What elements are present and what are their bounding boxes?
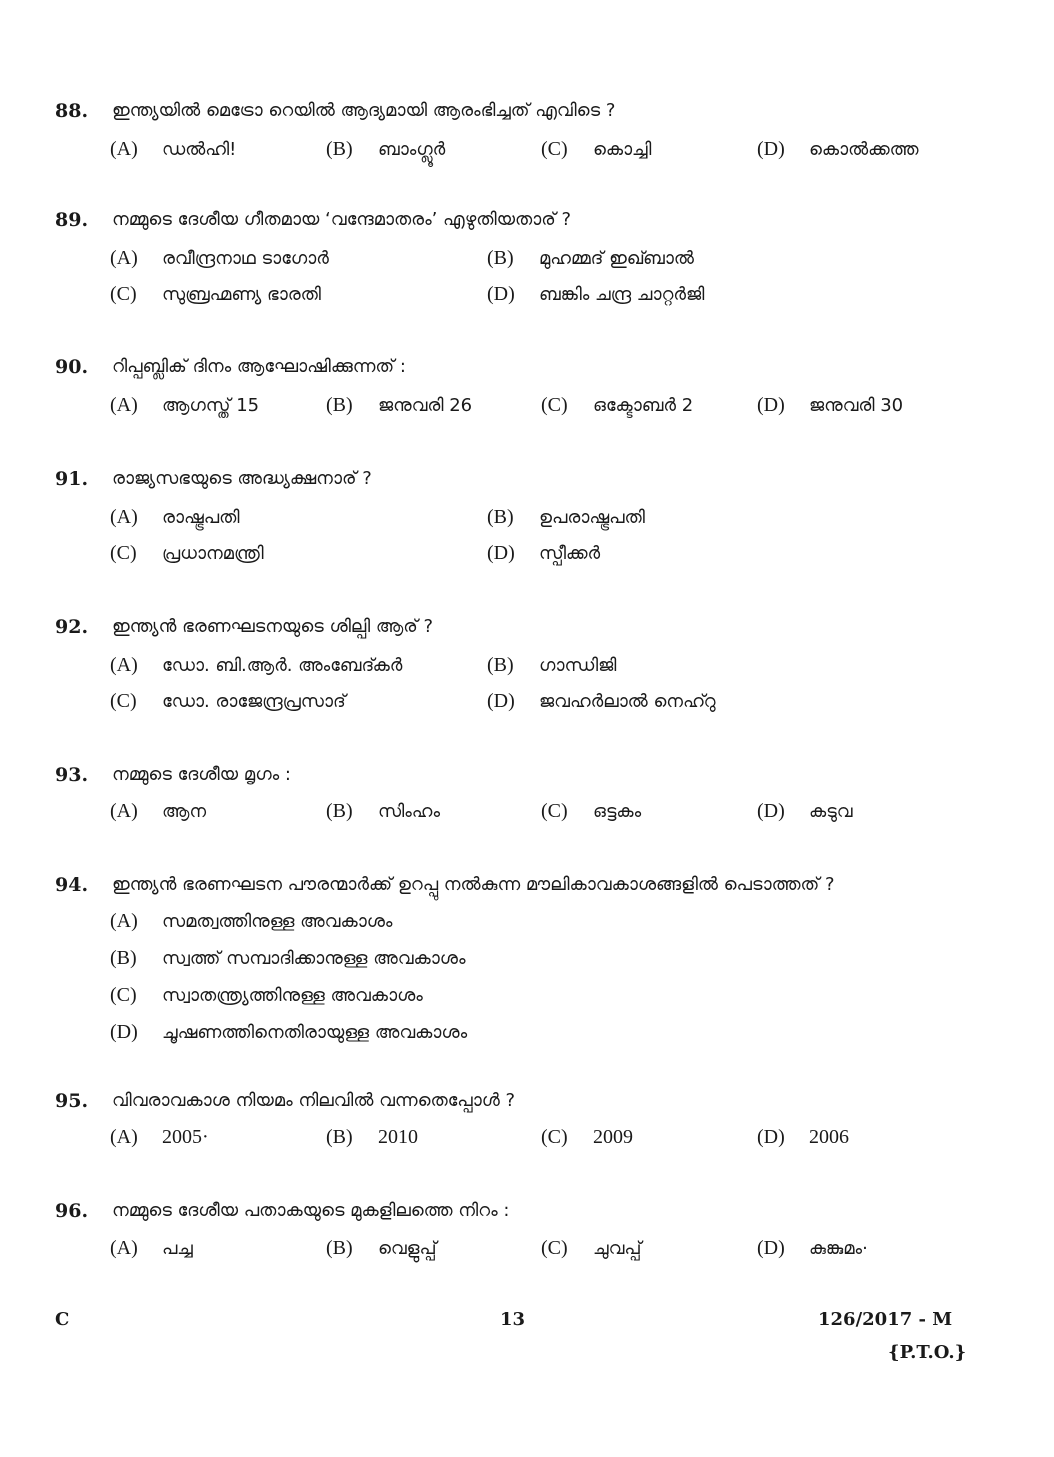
option-d: [757, 799, 853, 824]
option-d: [757, 1236, 868, 1261]
question-number: 95.: [55, 1090, 89, 1112]
option-text: രാഷ്ട്രപതി: [162, 507, 240, 528]
option-label: (A): [110, 654, 138, 676]
option-text: ഉപരാഷ്ട്രപതി: [539, 507, 645, 528]
option-c: [541, 137, 651, 162]
option-text: സ്പീക്കർ: [539, 543, 601, 564]
question-number: 88.: [55, 100, 89, 122]
option-text: ജനുവരി 26: [378, 395, 473, 416]
question-text: ഇന്ത്യൻ ഭരണഘടന പൗരന്മാർക്ക് ഉറപ്പു നൽകുന്ന മൗലികാവകാശങ്ങളിൽ പെടാത്തത് ?: [112, 874, 835, 895]
option-a: [110, 653, 402, 678]
option-label: (A): [110, 247, 138, 269]
option-label: (B): [326, 1126, 353, 1148]
option-c: [110, 689, 346, 714]
option-text: ഡോ. ബി.ആർ. അംബേദ്കർ: [162, 655, 403, 676]
option-label: (D): [110, 1021, 138, 1043]
option-b: [326, 1236, 437, 1261]
question-number: 89.: [55, 209, 89, 231]
option-d: [487, 541, 600, 566]
option-a: [110, 799, 206, 824]
option-b: [326, 393, 472, 418]
option-a: [110, 246, 329, 271]
option-c: [541, 1125, 633, 1149]
option-text: ആന: [162, 801, 207, 822]
question-text: നമ്മുടെ ദേശീയ ഗീതമായ ‘വന്ദേമാതരം’ എഴുതിയതാര് ?: [112, 209, 572, 230]
option-text: 2006: [809, 1126, 849, 1148]
option-text: വെളുപ്പ്: [378, 1238, 437, 1259]
option-a: [110, 1236, 193, 1261]
option-label: (A): [110, 1237, 138, 1259]
question-text: നമ്മുടെ ദേശീയ പതാകയുടെ മുകളിലത്തെ നിറം :: [112, 1200, 510, 1221]
option-label: (C): [541, 394, 568, 416]
option-b: [487, 653, 616, 678]
question-text: ഇന്ത്യൻ ഭരണഘടനയുടെ ശില്പി ആര് ?: [112, 616, 434, 637]
option-b: [326, 799, 440, 824]
option-label: (B): [326, 394, 353, 416]
option-text: ജവഹർലാൽ നെഹ്റു: [539, 691, 716, 712]
option-label: (D): [757, 800, 785, 822]
option-d: [110, 1020, 467, 1045]
question-text: ഇന്ത്യയിൽ മെട്രോ റെയിൽ ആദ്യമായി ആരംഭിച്ചത് എവിടെ ?: [112, 100, 616, 121]
option-label: (B): [326, 1237, 353, 1259]
option-c: [110, 541, 264, 566]
option-text: സിംഹം: [378, 801, 440, 822]
option-label: (A): [110, 506, 138, 528]
option-text: പച്ച: [162, 1238, 193, 1259]
option-b: [326, 1125, 418, 1149]
option-a: [110, 1125, 209, 1149]
option-label: (B): [110, 947, 137, 969]
option-b: [326, 137, 445, 162]
footer-code: 126/2017 - M: [818, 1309, 953, 1330]
question-text: രാജ്യസഭയുടെ അദ്ധ്യക്ഷനാര് ?: [112, 468, 372, 489]
option-label: (A): [110, 138, 138, 160]
option-label: (A): [110, 1126, 138, 1148]
option-text: ഗാന്ധിജി: [539, 655, 617, 676]
option-label: (B): [326, 138, 353, 160]
option-c: [541, 393, 693, 418]
option-a: [110, 137, 236, 162]
option-b: [487, 246, 694, 271]
option-label: (D): [487, 690, 515, 712]
option-d: [757, 393, 903, 418]
question-number: 90.: [55, 356, 89, 378]
option-label: (C): [541, 1126, 568, 1148]
option-text: ചുവപ്പ്: [593, 1238, 642, 1259]
option-text: 2005·: [162, 1126, 209, 1148]
option-text: കൊൽക്കത്ത: [809, 139, 919, 160]
option-label: (C): [541, 1237, 568, 1259]
option-d: [757, 1125, 849, 1149]
option-label: (D): [757, 138, 785, 160]
option-label: (B): [487, 506, 514, 528]
footer-series: C: [55, 1309, 70, 1330]
question-number: 93.: [55, 764, 89, 786]
option-c: [110, 983, 423, 1008]
option-label: (C): [110, 690, 137, 712]
option-text: കൊച്ചി: [593, 139, 652, 160]
option-label: (C): [110, 283, 137, 305]
option-a: [110, 909, 392, 934]
footer-page-number: 13: [500, 1309, 526, 1330]
option-label: (B): [326, 800, 353, 822]
question-number: 94.: [55, 874, 89, 896]
option-d: [757, 137, 919, 162]
option-label: (B): [487, 247, 514, 269]
option-label: (A): [110, 910, 138, 932]
option-label: (C): [110, 984, 137, 1006]
option-b: [110, 946, 466, 971]
option-text: ആഗസ്ത് 15: [162, 395, 260, 416]
option-c: [541, 1236, 641, 1261]
question-number: 91.: [55, 468, 89, 490]
option-text: സമത്വത്തിനുള്ള അവകാശം: [162, 911, 393, 932]
option-text: ചൂഷണത്തിനെതിരായുള്ള അവകാശം: [162, 1022, 468, 1043]
option-label: (A): [110, 394, 138, 416]
option-label: (D): [757, 394, 785, 416]
option-d: [487, 282, 704, 307]
option-label: (C): [110, 542, 137, 564]
option-b: [487, 505, 645, 530]
option-text: ജനുവരി 30: [809, 395, 904, 416]
option-text: 2009: [593, 1126, 633, 1148]
question-text: റിപ്പബ്ലിക് ദിനം ആഘോഷിക്കുന്നത് :: [112, 356, 407, 377]
option-label: (C): [541, 800, 568, 822]
option-label: (D): [757, 1237, 785, 1259]
option-label: (D): [487, 283, 515, 305]
option-a: [110, 505, 240, 530]
option-text: പ്രധാനമന്ത്രി: [162, 543, 264, 564]
option-text: സ്വത്ത് സമ്പാദിക്കാനുള്ള അവകാശം: [162, 948, 466, 969]
question-text: വിവരാവകാശ നിയമം നിലവിൽ വന്നതെപ്പോൾ ?: [112, 1090, 516, 1111]
option-text: ബങ്കിം ചന്ദ്ര ചാറ്റർജി: [539, 284, 705, 305]
option-text: ഡോ. രാജേന്ദ്രപ്രസാദ്: [162, 691, 346, 712]
option-a: [110, 393, 259, 418]
option-text: സുബ്രഹ്മണ്യ ഭാരതി: [162, 284, 321, 305]
option-label: (D): [487, 542, 515, 564]
option-text: കുങ്കുമം·: [809, 1238, 868, 1259]
option-c: [541, 799, 641, 824]
option-text: 2010: [378, 1126, 418, 1148]
option-text: ഒക്ടോബർ 2: [593, 395, 694, 416]
option-text: സ്വാതന്ത്ര്യത്തിനുള്ള അവകാശം: [162, 985, 423, 1006]
question-number: 92.: [55, 616, 89, 638]
footer-pto: {P.T.O.}: [888, 1342, 967, 1363]
option-text: ബാംഗ്ലൂർ: [378, 139, 446, 160]
option-d: [487, 689, 716, 714]
option-text: കടുവ: [809, 801, 853, 822]
question-number: 96.: [55, 1200, 89, 1222]
option-text: രവീന്ദ്രനാഥ ടാഗോർ: [162, 248, 329, 269]
option-text: ഡൽഹി!: [162, 139, 237, 160]
option-label: (B): [487, 654, 514, 676]
question-text: നമ്മുടെ ദേശീയ മൃഗം :: [112, 764, 291, 785]
option-text: ഒട്ടകം: [593, 801, 642, 822]
option-text: മുഹമ്മദ് ഇഖ്ബാൽ: [539, 248, 694, 269]
option-c: [110, 282, 321, 307]
option-label: (C): [541, 138, 568, 160]
option-label: (A): [110, 800, 138, 822]
option-label: (D): [757, 1126, 785, 1148]
